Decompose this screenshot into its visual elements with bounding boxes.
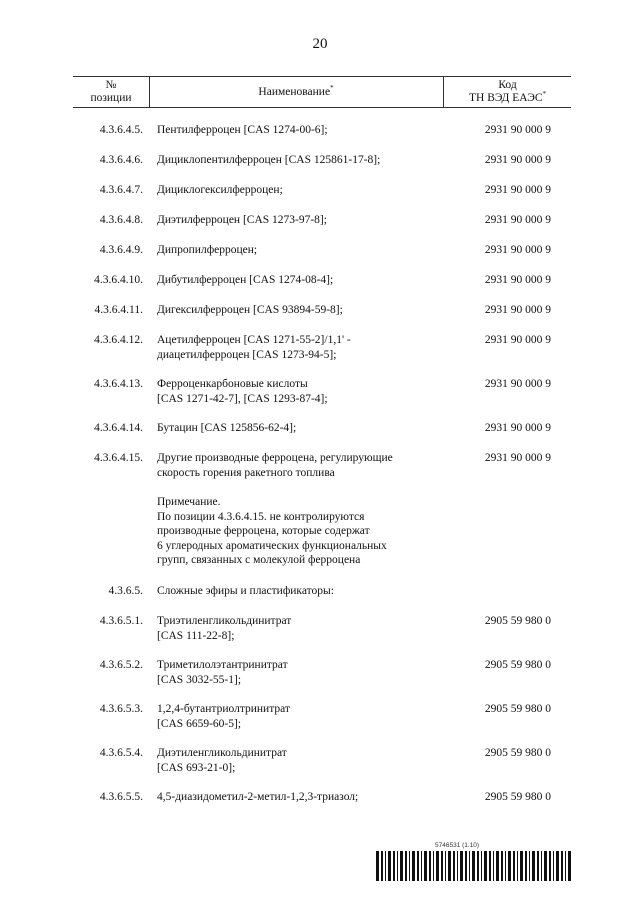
row-name-line: 6 углеродных ароматических функциональных [157, 539, 387, 552]
row-code: 2931 90 000 9 [484, 304, 551, 316]
row-position-number: 4.3.6.5.4. [99, 747, 143, 759]
row-code: 2905 59 980 0 [484, 659, 551, 671]
row-name-line: Триэтиленгликольдинитрат [157, 615, 292, 627]
barcode-label: 5746531 (1.10) [435, 842, 480, 849]
row-name [157, 614, 447, 643]
row-name-line: скорость горения ракетного топлива [157, 466, 335, 479]
row-code: 2931 90 000 9 [484, 214, 551, 226]
row-name [157, 183, 447, 198]
row-code: 2931 90 000 9 [484, 334, 551, 346]
row-code: 2905 59 980 0 [484, 703, 551, 715]
header-code-line1: Код [498, 79, 517, 91]
row-name-line: По позиции 4.3.6.4.15. не контролируются [157, 510, 365, 523]
row-code: 2931 90 000 9 [484, 422, 551, 434]
row-code: 2905 59 980 0 [484, 791, 551, 803]
row-code: 2931 90 000 9 [484, 184, 551, 196]
row-name-line: Ферроценкарбоновые кислоты [157, 378, 308, 390]
row-position-number: 4.3.6.4.10. [94, 274, 143, 286]
row-name [157, 658, 447, 687]
row-position-number: 4.3.6.4.13. [94, 378, 143, 390]
row-name [157, 746, 447, 775]
table-header [73, 76, 571, 108]
header-name-footnote-mark: * [330, 83, 334, 92]
row-name-line: Пентилферроцен [CAS 1274-00-6]; [157, 124, 328, 136]
row-code: 2931 90 000 9 [484, 378, 551, 390]
row-name-line: производные ферроцена, которые содержат [157, 525, 370, 537]
row-position-number: 4.3.6.5.1. [99, 615, 143, 627]
row-name-line: Диэтилферроцен [CAS 1273-97-8]; [157, 214, 327, 226]
row-name [157, 273, 447, 288]
row-code: 2905 59 980 0 [484, 747, 551, 759]
row-name [157, 153, 447, 168]
row-code: 2931 90 000 9 [484, 244, 551, 256]
row-name-line: диацетилферроцен [CAS 1273-94-5]; [157, 348, 337, 361]
row-name-line: [CAS 111-22-8]; [157, 629, 235, 642]
row-position-number: 4.3.6.5. [108, 585, 143, 597]
row-name-line: Триметилолэтантринитрат [157, 659, 288, 671]
row-name-line: Примечание. [157, 496, 221, 508]
row-name-line: Сложные эфиры и пластификаторы: [157, 585, 334, 597]
row-code: 2905 59 980 0 [484, 615, 551, 627]
row-position-number: 4.3.6.4.12. [94, 334, 143, 346]
row-name [157, 333, 447, 362]
header-position-number-line1: № [105, 79, 117, 91]
barcode-image [376, 851, 572, 881]
row-name-line: Бутацин [CAS 125856-62-4]; [157, 422, 297, 434]
row-name-line: Дициклогексилферроцен; [157, 184, 283, 196]
header-code-line2: ТН ВЭД ЕАЭС [468, 92, 543, 104]
row-position-number: 4.3.6.4.9. [99, 244, 143, 256]
row-name [157, 421, 447, 436]
row-position-number: 4.3.6.5.3. [99, 703, 143, 715]
row-name-line: [CAS 3032-55-1]; [157, 673, 242, 686]
row-name-line: [CAS 6659-60-5]; [157, 717, 242, 730]
row-position-number: 4.3.6.4.11. [94, 304, 143, 316]
row-name [157, 702, 447, 731]
row-position-number: 4.3.6.4.5. [99, 124, 143, 136]
row-name-line: Дипропилферроцен; [157, 244, 258, 256]
row-code: 2931 90 000 9 [484, 274, 551, 286]
row-name-line: 4,5-диазидометил-2-метил-1,2,3-триазол; [157, 791, 359, 803]
header-code [444, 77, 571, 107]
header-name [149, 77, 444, 107]
row-position-number: 4.3.6.4.7. [99, 184, 143, 196]
row-name-line: [CAS 1271-42-7], [CAS 1293-87-4]; [157, 392, 328, 405]
row-name-line: 1,2,4-бутантриолтринитрат [157, 703, 290, 715]
row-name [157, 584, 447, 599]
row-name-line: Другие производные ферроцена, регулирующие [157, 452, 393, 464]
page-number: 20 [312, 36, 328, 52]
header-name-label: Наименование [258, 85, 331, 98]
row-name [157, 451, 447, 480]
row-position-number: 4.3.6.4.14. [94, 422, 143, 434]
row-code: 2931 90 000 9 [484, 452, 551, 464]
row-position-number: 4.3.6.4.15. [94, 452, 143, 464]
row-name [157, 213, 447, 228]
row-position-number: 4.3.6.5.5. [99, 791, 143, 803]
row-name [157, 790, 447, 805]
row-position-number: 4.3.6.5.2. [99, 659, 143, 671]
row-name-line: Дициклопентилферроцен [CAS 125861-17-8]; [157, 154, 381, 166]
row-name [157, 123, 447, 138]
row-name-line: Ацетилферроцен [CAS 1271-55-2]/1,1' - [157, 334, 351, 346]
row-name-line: Диэтиленгликольдинитрат [157, 747, 287, 759]
row-name [157, 377, 447, 406]
header-position-number-line2: позиции [90, 92, 132, 104]
row-name-line: [CAS 693-21-0]; [157, 761, 236, 774]
header-code-footnote-mark: * [542, 90, 547, 99]
header-position-number [73, 77, 150, 107]
row-code: 2931 90 000 9 [484, 154, 551, 166]
row-name [157, 243, 447, 258]
row-position-number: 4.3.6.4.6. [99, 154, 143, 166]
row-name-line: Дигексилферроцен [CAS 93894-59-8]; [157, 304, 343, 316]
row-name-line: групп, связанных с молекулой ферроцена [157, 554, 361, 566]
row-position-number: 4.3.6.4.8. [99, 214, 143, 226]
row-code: 2931 90 000 9 [484, 124, 551, 136]
row-name [157, 495, 447, 568]
row-name [157, 303, 447, 318]
row-name-line: Дибутилферроцен [CAS 1274-08-4]; [157, 274, 334, 286]
